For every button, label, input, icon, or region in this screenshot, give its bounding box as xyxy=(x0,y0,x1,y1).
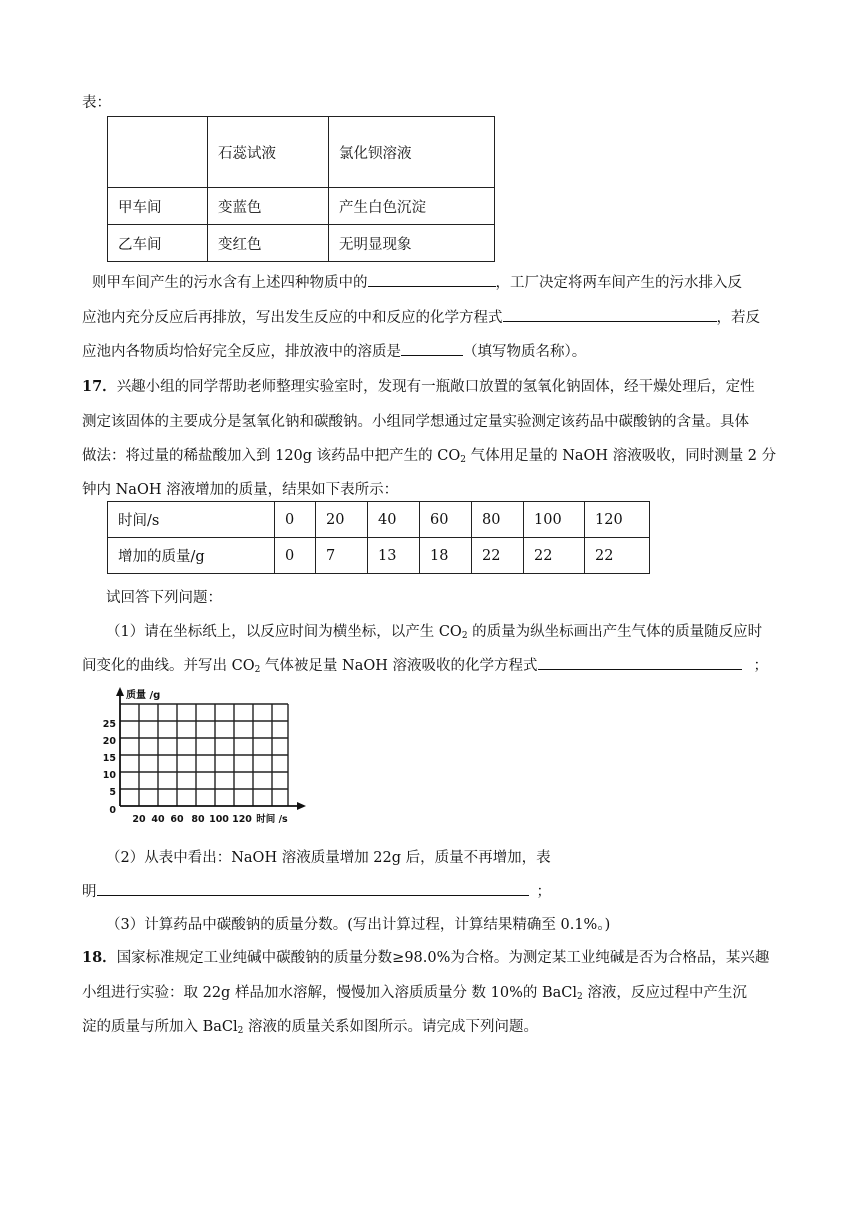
question-18-line xyxy=(82,946,769,967)
paragraph-line xyxy=(92,271,742,292)
answer-blank[interactable] xyxy=(503,307,717,322)
table-cell: 产生白色沉淀 xyxy=(329,188,495,225)
text-span: 国家标准规定工业纯碱中碳酸钠的质量分数≥98.0%为合格。为测定某工业纯碱是否为合格品，某兴趣 xyxy=(116,950,770,966)
table-row xyxy=(108,188,495,225)
x-tick-label: 60 xyxy=(170,814,184,825)
answer-blank[interactable] xyxy=(368,272,496,287)
subscript: 2 xyxy=(460,455,466,465)
text-span: 做法：将过量的稀盐酸加入到 120g 该药品中把产生的 CO xyxy=(82,448,461,464)
x-tick-label: 40 xyxy=(151,814,165,825)
table-cell: 7 xyxy=(316,538,368,574)
text-span: ； xyxy=(753,658,769,674)
table-row xyxy=(108,538,650,574)
table-cell: 40 xyxy=(368,502,420,538)
table-cell: 120 xyxy=(585,502,650,538)
text-span: ，工厂决定将两车间产生的污水排入反 xyxy=(495,275,742,291)
x-tick-label: 100 xyxy=(209,814,229,825)
subscript: 2 xyxy=(254,665,261,675)
table-cell: 时间/s xyxy=(108,502,275,538)
paragraph-line: 测定该固体的主要成分是氢氧化钠和碳酸钠。小组同学想通过定量实验测定该药品中碳酸钠的含量。具体 xyxy=(82,414,749,430)
paragraph-line xyxy=(82,981,747,1002)
text-span: 兴趣小组的同学帮助老师整理实验室时，发现有一瓶敞口放置的氢氧化钠固体，经干燥处理后，定性 xyxy=(116,379,755,395)
text-span: 明 xyxy=(82,884,97,900)
table-cell: 0 xyxy=(275,538,316,574)
paragraph-line: （3）计算药品中碳酸钠的质量分数。(写出计算过程，计算结果精确至 0.1%。) xyxy=(106,917,611,933)
table-cell: 无明显现象 xyxy=(329,225,495,262)
table-cell: 22 xyxy=(585,538,650,574)
table-cell: 22 xyxy=(472,538,524,574)
table-row xyxy=(108,117,495,188)
question-number: 17． xyxy=(82,378,117,395)
text-span: 溶液，反应过程中产生沉 xyxy=(582,985,747,1001)
x-axis-label: 时间 /s xyxy=(256,814,288,825)
table-cell xyxy=(108,117,208,188)
table-cell: 13 xyxy=(368,538,420,574)
mass-time-table xyxy=(107,501,650,574)
answer-blank[interactable] xyxy=(97,881,529,896)
text-span: 小组进行实验：取 22g 样品加水溶解，慢慢加入溶质质量分 数 10%的 BaCl xyxy=(82,985,578,1001)
question-17-line xyxy=(82,375,755,396)
subscript: 2 xyxy=(461,631,468,641)
text-span: （填写物质名称）。 xyxy=(463,344,587,360)
paragraph-line: 钟内 NaOH 溶液增加的质量，结果如下表所示： xyxy=(82,482,399,498)
paragraph-line xyxy=(82,654,768,675)
test-results-table xyxy=(107,116,495,262)
paragraph-line xyxy=(82,1015,538,1036)
table-cell: 乙车间 xyxy=(108,225,208,262)
text-span: 气体用足量的 NaOH 溶液吸收，同时测量 2 分 xyxy=(466,448,777,464)
text-span: 溶液的质量关系如图所示。请完成下列问题。 xyxy=(243,1019,538,1035)
table-cell: 变蓝色 xyxy=(208,188,329,225)
x-tick-label: 120 xyxy=(232,814,252,825)
paragraph-line xyxy=(82,880,551,901)
answer-blank[interactable] xyxy=(401,341,463,356)
question-number: 18． xyxy=(82,949,117,966)
table-cell: 0 xyxy=(275,502,316,538)
y-tick-label: 10 xyxy=(102,770,116,781)
table-cell: 18 xyxy=(420,538,472,574)
text-span: （1）请在坐标纸上，以反应时间为横坐标，以产生 CO xyxy=(106,624,462,640)
subscript: 2 xyxy=(577,992,583,1002)
paragraph-line xyxy=(82,306,760,327)
paragraph-line: （2）从表中看出：NaOH 溶液质量增加 22g 后，质量不再增加，表 xyxy=(106,850,551,866)
y-axis-label: 质量 /g xyxy=(126,690,161,701)
text-span: 应池内各物质均恰好完全反应，排放液中的溶质是 xyxy=(82,344,401,360)
paragraph-line xyxy=(82,340,586,361)
text-span: 间变化的曲线。并写出 CO xyxy=(82,658,255,674)
table-cell: 氯化钡溶液 xyxy=(329,117,495,188)
table-row xyxy=(108,225,495,262)
y-tick-label: 15 xyxy=(102,753,116,764)
text-span: ，若反 xyxy=(716,310,760,326)
table-cell: 80 xyxy=(472,502,524,538)
coordinate-grid[interactable] xyxy=(100,684,310,832)
text-span: 的质量为纵坐标画出产生气体的质量随反应时 xyxy=(467,624,763,640)
table-cell: 甲车间 xyxy=(108,188,208,225)
paragraph-line: 试回答下列问题： xyxy=(106,590,222,606)
text-span: 淀的质量与所加入 BaCl xyxy=(82,1019,238,1035)
text-span: 应池内充分反应后再排放，写出发生反应的中和反应的化学方程式 xyxy=(82,310,503,326)
table-cell: 变红色 xyxy=(208,225,329,262)
table-cell: 20 xyxy=(316,502,368,538)
table-cell: 60 xyxy=(420,502,472,538)
table-cell: 22 xyxy=(524,538,585,574)
y-tick-label: 20 xyxy=(102,736,116,747)
answer-blank[interactable] xyxy=(538,655,742,670)
text-span: 则甲车间产生的污水含有上述四种物质中的 xyxy=(92,275,368,291)
table-cell: 石蕊试液 xyxy=(208,117,329,188)
table-intro-label: 表： xyxy=(82,95,111,111)
table-cell: 100 xyxy=(524,502,585,538)
subscript: 2 xyxy=(237,1026,244,1036)
y-tick-label: 5 xyxy=(109,787,116,798)
text-span: 气体被足量 NaOH 溶液吸收的化学方程式 xyxy=(260,658,538,674)
x-tick-label: 20 xyxy=(132,814,146,825)
table-cell: 增加的质量/g xyxy=(108,538,275,574)
y-tick-label: 0 xyxy=(109,805,116,816)
paragraph-line xyxy=(106,620,762,641)
y-tick-label: 25 xyxy=(102,719,116,730)
table-row xyxy=(108,502,650,538)
x-tick-label: 80 xyxy=(191,814,205,825)
paragraph-line xyxy=(82,444,776,465)
text-span: ； xyxy=(536,884,551,900)
